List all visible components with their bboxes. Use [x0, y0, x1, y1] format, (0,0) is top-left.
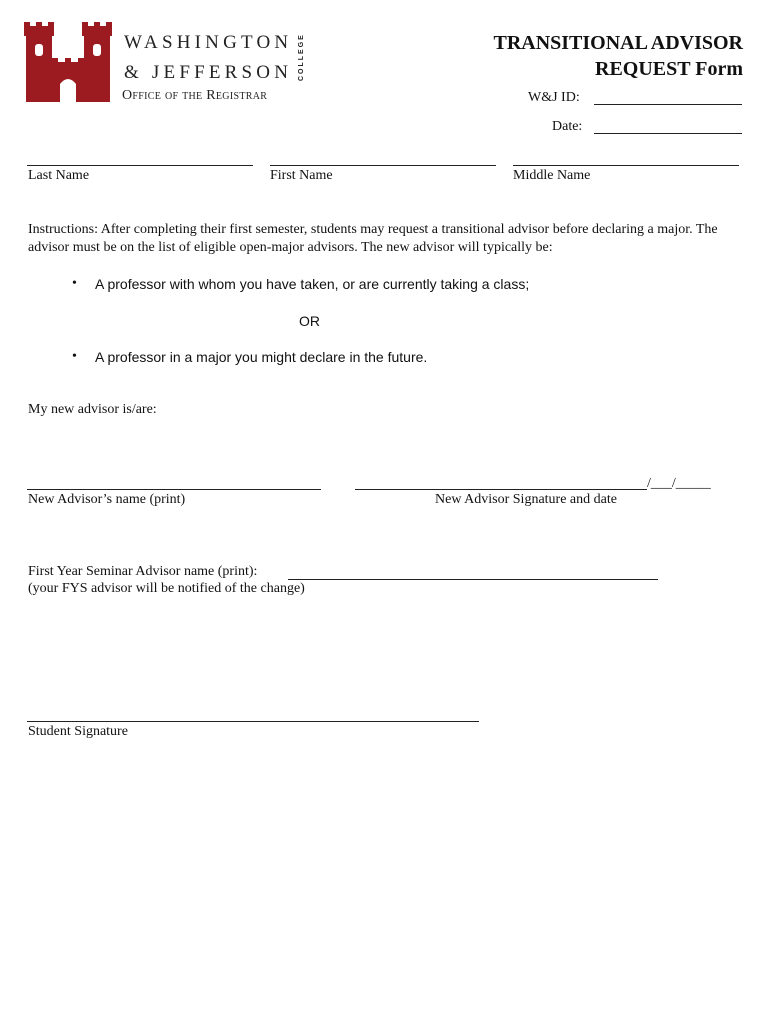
- office-name: Office of the Registrar: [122, 88, 268, 103]
- fys-advisor-label: First Year Seminar Advisor name (print):: [28, 564, 258, 579]
- advisor-name-label: New Advisor’s name (print): [28, 492, 186, 507]
- date-field[interactable]: [594, 133, 742, 134]
- fys-advisor-field[interactable]: [288, 579, 658, 580]
- advisor-heading: My new advisor is/are:: [28, 402, 157, 417]
- castle-tower-w-icon: [24, 22, 112, 102]
- instructions-text: Instructions: After completing their first semester, students may request a transitional advisor before declaring a major. The advisor must be on the list of eligible open-major advisors. The new advisor will typically be:: [28, 222, 718, 255]
- first-name-field[interactable]: [270, 165, 496, 166]
- advisor-name-field[interactable]: [27, 489, 321, 490]
- last-name-field[interactable]: [27, 165, 253, 166]
- college-name-line2: & JEFFERSON: [124, 62, 293, 83]
- advisor-signature-label: New Advisor Signature and date: [435, 492, 617, 507]
- student-signature-label: Student Signature: [28, 724, 128, 739]
- student-signature-field[interactable]: [27, 721, 479, 722]
- form-title-line1: TRANSITIONAL ADVISOR: [493, 32, 743, 54]
- last-name-label: Last Name: [28, 168, 90, 183]
- id-label: W&J ID:: [528, 90, 580, 105]
- middle-name-field[interactable]: [513, 165, 739, 166]
- college-vertical-label: COLLEGE: [298, 33, 305, 81]
- advisor-date-field[interactable]: /___/_____: [647, 476, 711, 491]
- or-separator: OR: [299, 313, 320, 329]
- first-name-label: First Name: [270, 168, 333, 183]
- id-field[interactable]: [594, 104, 742, 105]
- bullet-dot-icon: •: [72, 276, 77, 291]
- form-title-line2: REQUEST Form: [595, 58, 743, 80]
- bullet-dot-icon: •: [72, 349, 77, 364]
- advisor-signature-field[interactable]: [355, 489, 647, 490]
- date-label: Date:: [552, 119, 583, 134]
- college-name-line1: WASHINGTON: [124, 32, 293, 53]
- middle-name-label: Middle Name: [513, 168, 591, 183]
- college-name: [124, 28, 292, 88]
- fys-note: (your FYS advisor will be notified of the change): [28, 581, 305, 596]
- form-title: [493, 30, 743, 82]
- bullet-item-2: A professor in a major you might declare in the future.: [95, 349, 428, 365]
- bullet-item-1: A professor with whom you have taken, or are currently taking a class;: [95, 276, 530, 292]
